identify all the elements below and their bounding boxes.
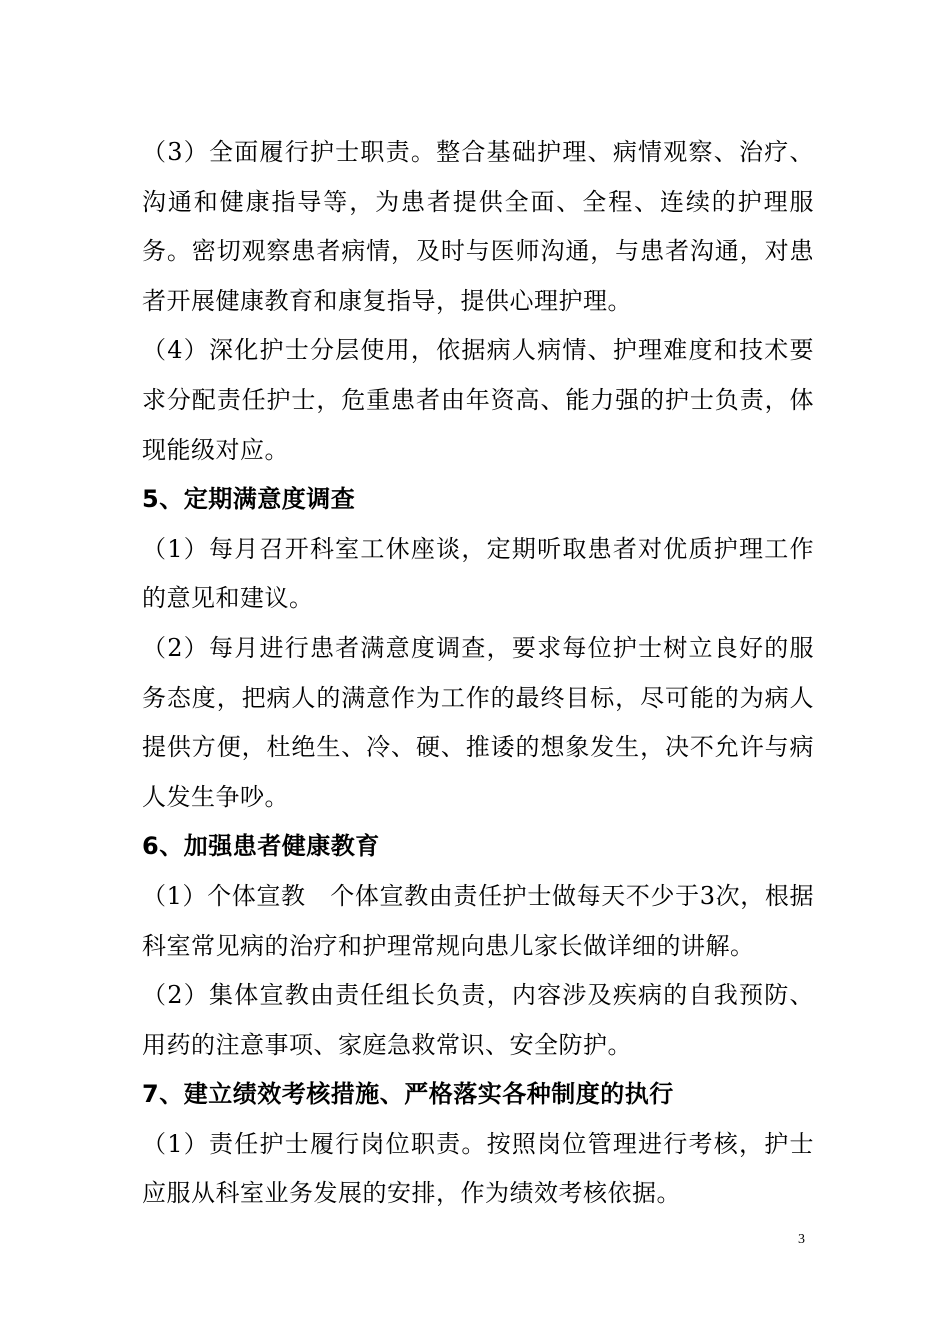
paragraph-6-1-individual-education: （1）个体宣教 个体宣教由责任护士做每天不少于3次，根据科室常见病的治疗和护理常规向患儿家长做详细的讲解。 bbox=[142, 881, 814, 960]
heading-5-satisfaction-survey: 5、定期满意度调查 bbox=[142, 485, 356, 514]
paragraph-5-1-monthly-meeting: （1）每月召开科室工休座谈，定期听取患者对优质护理工作的意见和建议。 bbox=[142, 534, 814, 613]
paragraph-6-2-group-education: （2）集体宣教由责任组长负责，内容涉及疾病的自我预防、用药的注意事项、家庭急救常识、安全防护。 bbox=[142, 981, 814, 1059]
paragraph-3-nurse-duties: （3）全面履行护士职责。整合基础护理、病情观察、治疗、沟通和健康指导等，为患者提供全面、全程、连续的护理服务。密切观察患者病情，及时与医师沟通，与患者沟通，对患者开展健康教育和康复指导，提供心理护理。 bbox=[142, 138, 814, 315]
paragraph-5-2-satisfaction-survey: （2）每月进行患者满意度调查，要求每位护士树立良好的服务态度，把病人的满意作为工作的最终目标，尽可能的为病人提供方便，杜绝生、冷、硬、推诿的想象发生，决不允许与病人发生争吵。 bbox=[142, 633, 814, 811]
document-body bbox=[142, 128, 814, 1219]
heading-6-health-education: 6、加强患者健康教育 bbox=[142, 832, 380, 861]
paragraph-4-nurse-layering: （4）深化护士分层使用，依据病人病情、护理难度和技术要求分配责任护士，危重患者由年资高、能力强的护士负责，体现能级对应。 bbox=[142, 336, 814, 464]
paragraph-7-1-job-duties: （1）责任护士履行岗位职责。按照岗位管理进行考核，护士应服从科室业务发展的安排，作为绩效考核依据。 bbox=[142, 1129, 814, 1208]
heading-7-performance-assessment: 7、建立绩效考核措施、严格落实各种制度的执行 bbox=[142, 1080, 674, 1109]
page-number: 3 bbox=[798, 1232, 805, 1247]
